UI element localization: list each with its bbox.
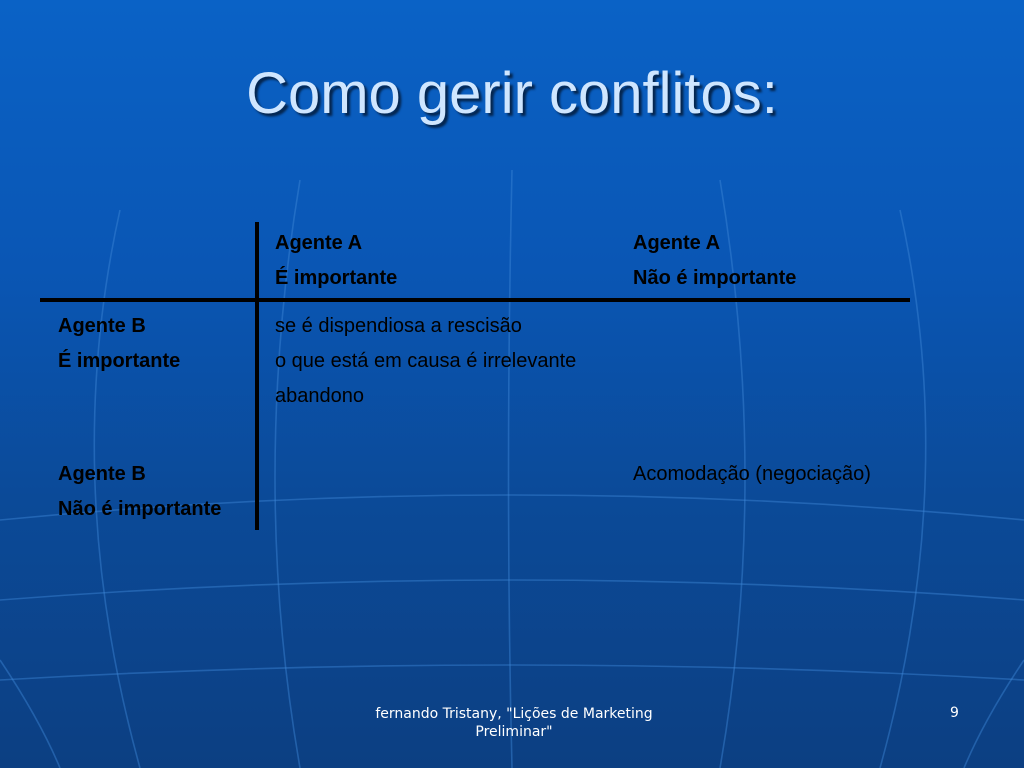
cell-text-line: abandono xyxy=(275,385,364,407)
row-header-agent-b-important xyxy=(58,309,180,379)
cell-text-line: Acomodação (negociação) xyxy=(633,463,871,485)
slide-footer xyxy=(355,705,673,741)
cell-text-line: se é dispendiosa a rescisão xyxy=(275,315,522,337)
page-number: 9 xyxy=(950,705,959,721)
column-header-agent-a-not-important xyxy=(633,226,796,296)
row-header-agent-b-not-important xyxy=(58,457,221,527)
slide-title: Como gerir conflitos: xyxy=(246,61,778,126)
footer-line2: Preliminar" xyxy=(475,724,553,740)
column-header-agent-a-important xyxy=(275,226,397,296)
row-header-line2: Não é importante xyxy=(58,498,222,520)
cell-b-important-a-important xyxy=(275,309,576,414)
column-header-line1: Agente A xyxy=(275,232,363,254)
column-header-line2: É importante xyxy=(275,267,398,289)
table-horizontal-divider xyxy=(40,298,910,302)
table-vertical-divider xyxy=(255,222,259,530)
column-header-line1: Agente A xyxy=(633,232,721,254)
footer-line1: fernando Tristany, "Lições de Marketing xyxy=(375,706,653,722)
row-header-line1: Agente B xyxy=(58,463,146,485)
row-header-line1: Agente B xyxy=(58,315,146,337)
cell-b-not-important-a-not-important xyxy=(633,457,871,492)
column-header-line2: Não é importante xyxy=(633,267,797,289)
cell-text-line: o que está em causa é irrelevante xyxy=(275,350,577,372)
row-header-line2: É importante xyxy=(58,350,181,372)
